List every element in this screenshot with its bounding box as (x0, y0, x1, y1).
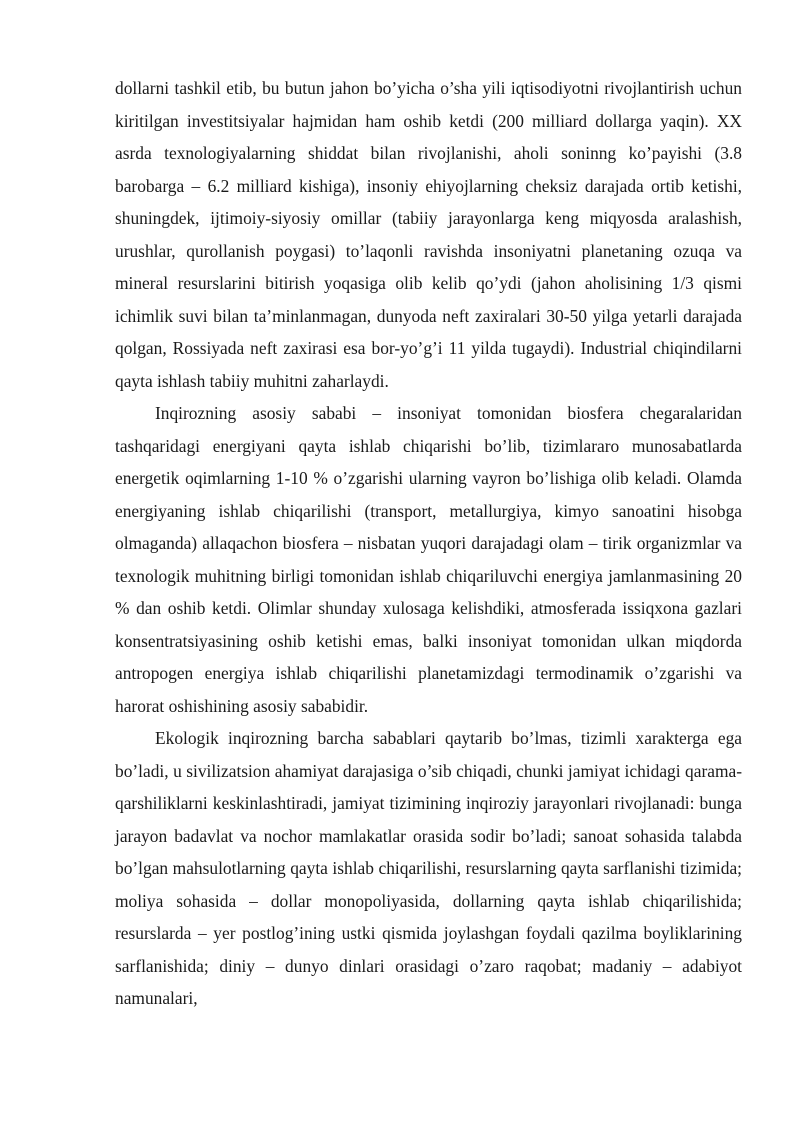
paragraph-crisis-cause: Inqirozning asosiy sababi – insoniyat tomonidan biosfera chegaralaridan tashqaridagi energiyani qayta ishlab chiqarishi bo’lib, tizimlararo munosabatlarda energetik oqimlarning 1-10 % o’zgarishi ularning vayron bo’lishiga olib keladi. Olamda energiyaning ishlab chiqarilishi (transport, metallurgiya, kimyo sanoatini hisobga olmaganda) allaqachon biosfera – nisbatan yuqori darajadagi olam – tirik organizmlar va texnologik muhitning birligi tomonidan ishlab chiqariluvchi energiya jamlanmasining 20 % dan oshib ketdi. Olimlar shunday xulosaga kelishdiki, atmosferada issiqxona gazlari konsentratsiyasining oshib ketishi emas, balki insoniyat tomonidan ulkan miqdorda antropogen energiya ishlab chiqarilishi planetamizdagi termodinamik o’zgarishi va harorat oshishining asosiy sababidir. (115, 403, 742, 716)
paragraph-continuation: dollarni tashkil etib, bu butun jahon bo’yicha o’sha yili iqtisodiyotni rivojlantirish uchun kiritilgan investitsiyalar hajmidan ham oshib ketdi (200 milliard dollarga yaqin). XX asrda texnologiyalarning shiddat bilan rivojlanishi, aholi soninng ko’payishi (3.8 barobarga – 6.2 milliard kishiga), insoniy ehiyojlarning cheksiz darajada ortib ketishi, shuningdek, ijtimoiy-siyosiy omillar (tabiiy jarayonlarga keng miqyosda aralashish, urushlar, qurollanish poygasi) to’laqonli ravishda insoniyatni planetaning ozuqa va mineral resurslarini bitirish yoqasiga olib kelib qo’ydi (jahon aholisining 1/3 qismi ichimlik suvi bilan ta’minlanmagan, dunyoda neft zaxiralari 30-50 yilga yetarli darajada qolgan, Rossiyada neft zaxirasi esa bor-yo’g’i 11 yilda tugaydi). Industrial chiqindilarni qayta ishlash tabiiy muhitni zaharlaydi. (115, 78, 742, 391)
body-text (115, 72, 742, 1015)
paragraph-crisis-reasons: Ekologik inqirozning barcha sabablari qaytarib bo’lmas, tizimli xarakterga ega bo’ladi, u sivilizatsion ahamiyat darajasiga o’sib chiqadi, chunki jamiyat ichidagi qarama-qarshiliklarni keskinlashtiradi, jamiyat tizimining inqiroziy jarayonlari rivojlanadi: bunga jarayon badavlat va nochor mamlakatlar orasida sodir bo’ladi; sanoat sohasida talabda bo’lgan mahsulotlarning qayta ishlab chiqarilishi, resurslarning qayta sarflanishi tizimida; moliya sohasida – dollar monopoliyasida, dollarning qayta ishlab chiqarilishida; resurslarda – yer postlog’ining ustki qismida joylashgan foydali qazilma boyliklarining sarflanishida; diniy – dunyo dinlari orasidagi o’zaro raqobat; madaniy – adabiyot namunalari, (115, 728, 742, 1008)
